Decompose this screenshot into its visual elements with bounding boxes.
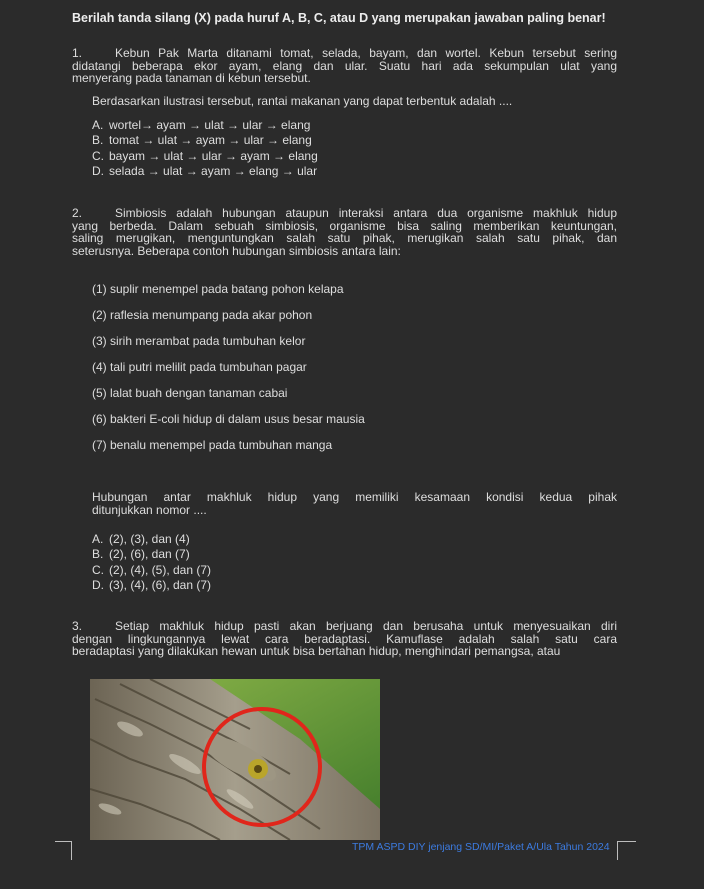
question-3-number: 3. xyxy=(72,619,83,633)
question-1-prompt: Berdasarkan ilustrasi tersebut, rantai makanan yang dapat terbentuk adalah .... xyxy=(92,94,513,108)
question-2-option-c[interactable]: C. (2), (4), (5), dan (7) xyxy=(92,563,212,577)
camouflaged-gecko-photo xyxy=(90,679,380,840)
question-2-option-d[interactable]: D. (3), (4), (6), dan (7) xyxy=(92,578,212,592)
statement-7: (7) benalu menempel pada tumbuhan manga xyxy=(92,438,333,452)
statement-1: (1) suplir menempel pada batang pohon kelapa xyxy=(92,282,344,296)
question-2-option-b[interactable]: B. (2), (6), dan (7) xyxy=(92,547,190,561)
question-1-option-c[interactable]: C. bayam → ulat → ular → ayam → elang xyxy=(92,149,318,163)
crop-mark-right xyxy=(617,841,636,860)
question-2-number: 2. xyxy=(72,206,83,220)
statement-3: (3) sirih merambat pada tumbuhan kelor xyxy=(92,334,306,348)
question-1-option-d[interactable]: D. selada → ulat → ayam → elang → ular xyxy=(92,164,318,178)
statement-4: (4) tali putri melilit pada tumbuhan pagar xyxy=(92,360,307,374)
question-3-text: 3. Setiap makhluk hidup pasti akan berjuang dan berusaha untuk menyesuaikan diri dengan lingkungannya lewat cara beradaptasi. Kamuflase adalah salah satu cara beradaptasi yang dilakukan hewan untuk bisa bertahan hidup, menghindari pemangsa, atau xyxy=(72,619,617,659)
question-1-option-a[interactable]: A. wortel→ ayam → ulat → ular → elang xyxy=(92,118,311,132)
statement-5: (5) lalat buah dengan tanaman cabai xyxy=(92,386,288,400)
footer-text: TPM ASPD DIY jenjang SD/MI/Paket A/Ula Tahun 2024 xyxy=(352,841,610,853)
question-2-text: 2. Simbiosis adalah hubungan ataupun interaksi antara dua organisme makhluk hidup yang berbeda. Dalam sebuah simbiosis, organisme bisa saling memberikan keuntungan, saling merugikan, menguntungkan salah satu pihak, merugikan salah satu pihak, dan seterusnya. Beberapa contoh hubungan simbiosis antara lain: xyxy=(72,206,617,258)
question-2-option-a[interactable]: A. (2), (3), dan (4) xyxy=(92,532,190,546)
statement-2: (2) raflesia menumpang pada akar pohon xyxy=(92,308,313,322)
statement-6: (6) bakteri E-coli hidup di dalam usus besar mausia xyxy=(92,412,365,426)
instruction-title: Berilah tanda silang (X) pada huruf A, B, C, atau D yang merupakan jawaban paling benar! xyxy=(72,11,606,25)
question-1-option-b[interactable]: B. tomat → ulat → ayam → ular → elang xyxy=(92,133,312,147)
question-1-number: 1. xyxy=(72,46,83,60)
question-1-text: 1. Kebun Pak Marta ditanami tomat, selada, bayam, dan wortel. Kebun tersebut sering didatangi beberapa ekor ayam, elang dan ular. Suatu hari ada sekumpulan ulat yang menyerang pada tanaman di kebun tersebut. xyxy=(72,46,617,86)
crop-mark-left xyxy=(55,841,72,860)
question-2-prompt: Hubungan antar makhluk hidup yang memiliki kesamaan kondisi kedua pihak ditunjukkan nomor .... xyxy=(92,490,617,517)
